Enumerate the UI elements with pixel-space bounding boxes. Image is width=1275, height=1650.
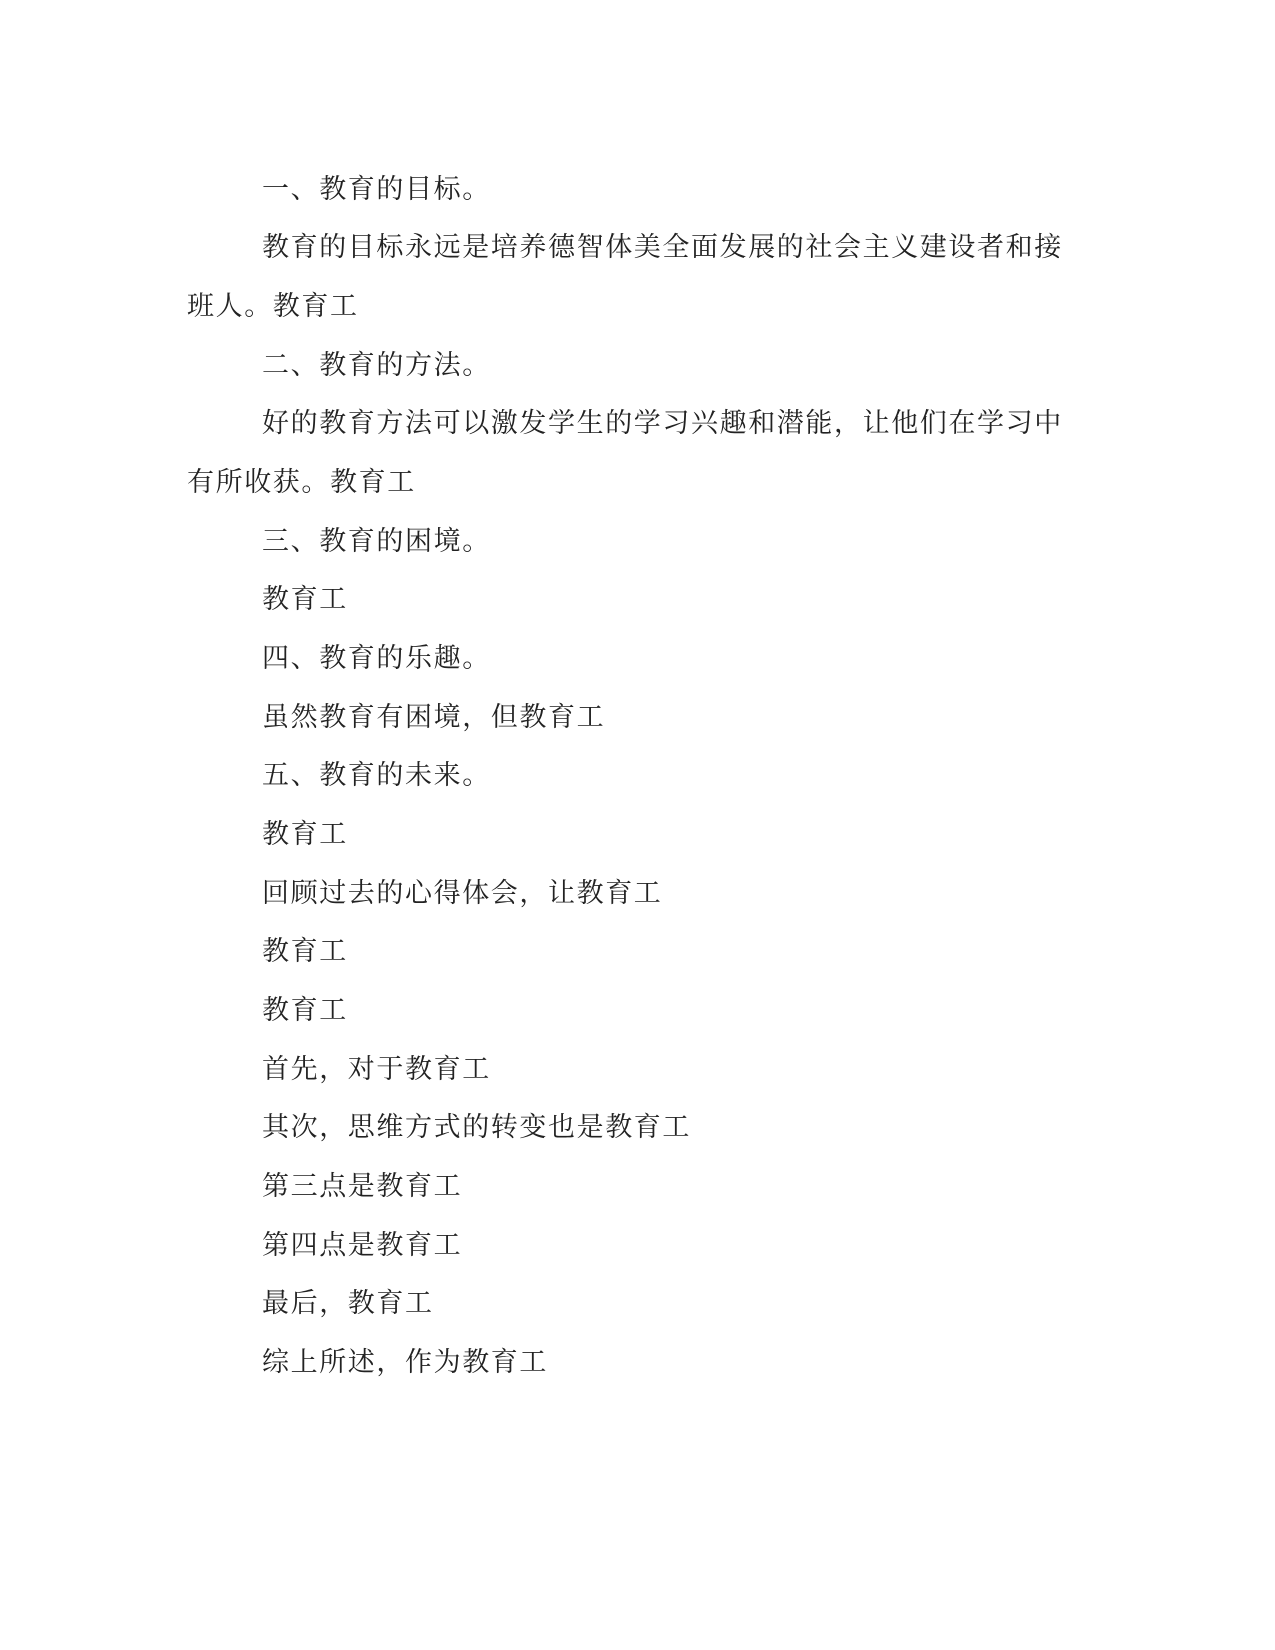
paragraph-line: 回顾过去的心得体会，让教育工 <box>262 878 663 909</box>
paragraph-line: 第四点是教育工 <box>262 1230 463 1261</box>
paragraph-line: 教育工 <box>262 936 348 967</box>
paragraph-line: 好的教育方法可以激发学生的学习兴趣和潜能，让他们在学习中 <box>262 408 1063 439</box>
paragraph-line: 有所收获。教育工 <box>187 467 416 498</box>
paragraph-line: 虽然教育有困境，但教育工 <box>262 702 606 733</box>
paragraph-line: 其次，思维方式的转变也是教育工 <box>262 1112 691 1143</box>
heading-education-future: 五、教育的未来。 <box>262 760 491 791</box>
paragraph-line: 首先，对于教育工 <box>262 1054 491 1085</box>
paragraph-line: 最后，教育工 <box>262 1288 434 1319</box>
heading-education-goal: 一、教育的目标。 <box>262 174 491 205</box>
heading-education-joy: 四、教育的乐趣。 <box>262 643 491 674</box>
paragraph-line: 教育工 <box>262 584 348 615</box>
heading-education-difficulty: 三、教育的困境。 <box>262 526 491 557</box>
heading-education-method: 二、教育的方法。 <box>262 350 491 381</box>
paragraph-line: 班人。教育工 <box>187 291 359 322</box>
paragraph-line: 教育工 <box>262 995 348 1026</box>
paragraph-line: 第三点是教育工 <box>262 1171 463 1202</box>
paragraph-line: 教育工 <box>262 819 348 850</box>
paragraph-line: 综上所述，作为教育工 <box>262 1347 548 1378</box>
paragraph-line: 教育的目标永远是培养德智体美全面发展的社会主义建设者和接 <box>262 232 1063 263</box>
